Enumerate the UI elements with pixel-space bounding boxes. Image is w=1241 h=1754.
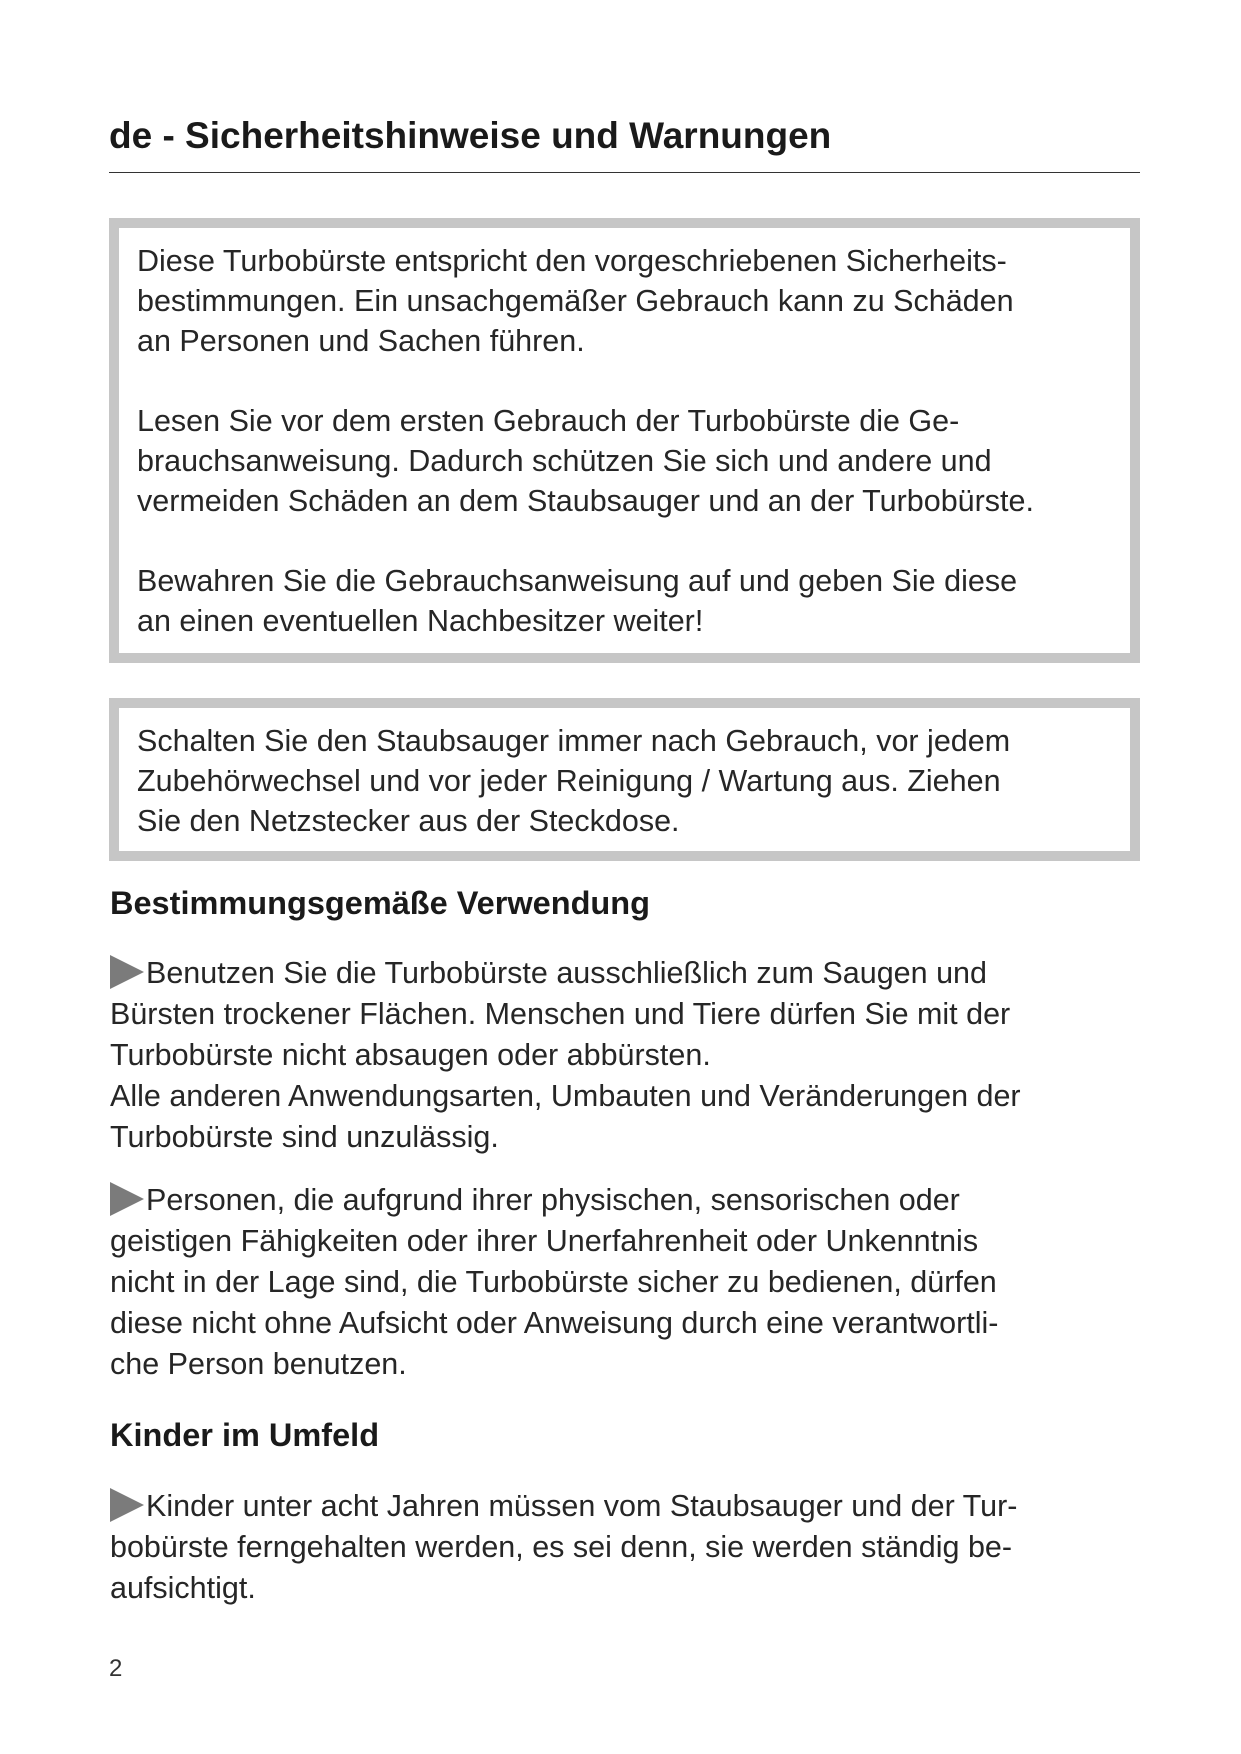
notice-paragraph-regulations: Diese Turbobürste entspricht den vorgeschriebenen Sicherheits- bestimmungen. Ein unsachgemäßer Gebrauch kann zu Schäden an Personen und Sachen führen. bbox=[137, 244, 1014, 358]
notice-paragraph-read-manual: Lesen Sie vor dem ersten Gebrauch der Turbobürste die Ge- brauchsanweisung. Dadurch schützen Sie sich und andere und vermeiden Schäden an dem Staubsauger und an der Turbobürste. bbox=[137, 404, 1034, 518]
title-divider bbox=[109, 172, 1140, 173]
safety-notice-box bbox=[109, 218, 1140, 663]
section-heading-children: Kinder im Umfeld bbox=[110, 1417, 380, 1453]
page-title: de - Sicherheitshinweise und Warnungen bbox=[109, 115, 832, 156]
intended-use-item-2: Personen, die aufgrund ihrer physischen, sensorischen oder geistigen Fähigkeiten oder ihrer Unerfahrenheit oder Unkenntnis nicht in der Lage sind, die Turbobürste sicher zu bedienen, dürfen diese nicht ohne Aufsicht oder Anweisung durch eine verantwortli- che Person benutzen. bbox=[110, 1183, 999, 1381]
section-heading-intended-use: Bestimmungsgemäße Verwendung bbox=[110, 885, 650, 921]
notice-paragraph-switch-off: Schalten Sie den Staubsauger immer nach Gebrauch, vor jedem Zubehörwechsel und vor jeder Reinigung / Wartung aus. Ziehen Sie den Netzstecker aus der Steckdose. bbox=[137, 724, 1011, 838]
switch-off-notice-box bbox=[109, 698, 1140, 861]
notice-paragraph-keep-manual: Bewahren Sie die Gebrauchsanweisung auf und geben Sie diese an einen eventuellen Nachbesitzer weiter! bbox=[137, 564, 1018, 638]
triangle-right-icon bbox=[110, 1488, 144, 1522]
page-number: 2 bbox=[109, 1655, 123, 1682]
triangle-right-icon bbox=[110, 1182, 144, 1216]
children-item-1: Kinder unter acht Jahren müssen vom Staubsauger und der Tur- bobürste ferngehalten werden, es sei denn, sie werden ständig be- aufsichtigt. bbox=[110, 1489, 1018, 1605]
triangle-right-icon bbox=[110, 955, 144, 989]
intended-use-item-1: Benutzen Sie die Turbobürste ausschließlich zum Saugen und Bürsten trockener Flächen. Menschen und Tiere dürfen Sie mit der Turbobürste nicht absaugen oder abbürsten. Alle anderen Anwendungsarten, Umbauten und Veränderungen der Turbobürste sind unzulässig. bbox=[110, 956, 1021, 1154]
